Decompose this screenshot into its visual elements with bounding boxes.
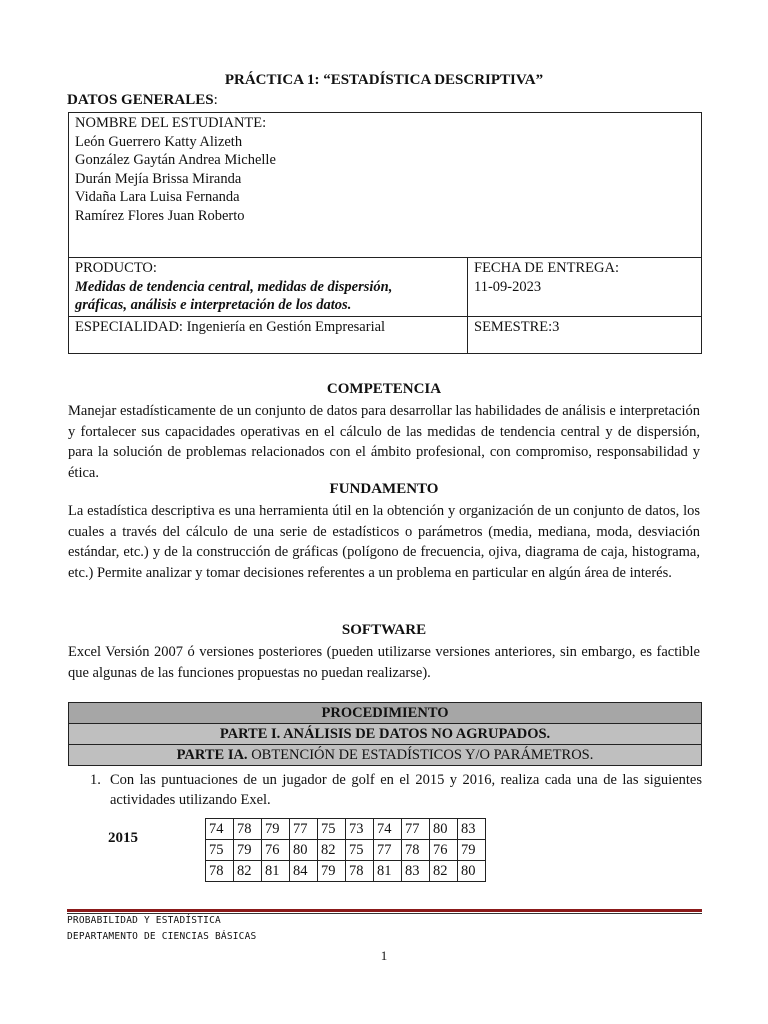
year-label: 2015 [108,830,138,846]
competencia-heading: COMPETENCIA [326,381,442,397]
page-number: 1 [380,948,388,963]
score-cell: 75 [206,840,234,861]
score-cell: 83 [458,819,486,840]
scores-row [206,861,486,882]
footer-department: DEPARTAMENTO DE CIENCIAS BÁSICAS [67,931,257,942]
score-cell: 80 [290,840,318,861]
score-cell: 80 [430,819,458,840]
scores-row [206,819,486,840]
score-cell: 78 [234,819,262,840]
procedure-table [68,702,702,766]
part1-title: PARTE I. ANÁLISIS DE DATOS NO AGRUPADOS. [69,724,702,745]
score-cell: 83 [402,861,430,882]
delivery-date-label: FECHA DE ENTREGA: [474,260,619,276]
part1a-label: PARTE IA. [176,747,248,763]
activity-text: Con las puntuaciones de un jugador de golf en el 2015 y 2016, realiza cada una de las siguientes actividades utilizando Exel. [110,772,702,808]
part1a-cell [69,745,702,766]
score-cell: 80 [458,861,486,882]
product-cell [69,258,468,317]
score-cell: 78 [206,861,234,882]
datos-generales-label: DATOS GENERALES [67,92,214,108]
score-cell: 76 [430,840,458,861]
semester-cell [468,316,702,353]
student-cell [69,113,702,258]
student-name: León Guerrero Katty Alizeth [75,133,243,150]
student-name: Vidaña Lara Luisa Fernanda [75,189,240,205]
score-cell: 73 [346,819,374,840]
document-title: PRÁCTICA 1: “ESTADÍSTICA DESCRIPTIVA” [224,72,544,88]
general-data-table [68,112,702,354]
score-cell: 75 [318,819,346,840]
score-cell: 79 [318,861,346,882]
semester-text: SEMESTRE:3 [474,318,560,335]
score-cell: 82 [234,861,262,882]
software-heading: SOFTWARE [341,622,427,638]
delivery-date-value: 11-09-2023 [474,278,542,295]
score-cell: 79 [262,819,290,840]
activity-item-1 [90,770,702,810]
product-text-line1: Medidas de tendencia central, medidas de dispersión, [75,278,393,295]
delivery-date-cell [468,258,702,317]
score-cell: 78 [402,840,430,861]
score-cell: 76 [262,840,290,861]
footer-rule-thin [67,913,702,914]
procedure-title: PROCEDIMIENTO [69,703,702,724]
scores-row [206,840,486,861]
activity-number: 1. [90,772,101,788]
product-text-line2: gráficas, análisis e interpretación de los datos. [75,297,352,313]
software-paragraph: Excel Versión 2007 ó versiones posteriores (pueden utilizarse versiones anteriores, sin embargo, es factible que algunas de las funciones propuestas no puedan realizarse). [68,644,700,681]
student-row [69,113,702,258]
score-cell: 77 [402,819,430,840]
datos-generales-suffix: : [213,92,218,108]
score-cell: 74 [206,819,234,840]
score-cell: 79 [458,840,486,861]
student-label: NOMBRE DEL ESTUDIANTE: [75,115,267,131]
specialty-cell [69,316,468,353]
product-row [69,258,702,317]
fundamento-paragraph: La estadística descriptiva es una herramienta útil en la obtención y organización de un conjunto de datos, los cuales a través del cálculo de una serie de estadísticos o parámetros (media, mediana, moda, desviación estándar, etc.) y de la construcción de gráficas (polígono de frecuencia, ojiva, diagrama de caja, histograma, etc.) Permite analizar y tomar decisiones referentes a un problema en particular en algún área de interés. [68,503,700,581]
competencia-paragraph: Manejar estadísticamente de un conjunto de datos para desarrollar las habilidades de análisis e interpretación y fortalecer sus capacidades operativas en el cálculo de las medidas de tendencia central y de dispersión, para la solución de problemas relacionados con el ámbito profesional, con compromiso, responsabilidad y ética. [68,403,700,481]
specialty-row [69,316,702,353]
datos-generales-heading [67,92,218,109]
student-name: Durán Mejía Brissa Miranda [75,170,242,187]
score-cell: 75 [346,840,374,861]
score-cell: 77 [374,840,402,861]
fundamento-heading: FUNDAMENTO [329,481,439,497]
score-cell: 78 [346,861,374,882]
footer-rule-red [67,909,702,912]
footer-course: PROBABILIDAD Y ESTADÍSTICA [67,915,221,926]
student-name: González Gaytán Andrea Michelle [75,152,276,168]
scores-table-2015 [205,818,486,882]
part1a-title: OBTENCIÓN DE ESTADÍSTICOS Y/O PARÁMETROS. [247,747,594,763]
product-label: PRODUCTO: [75,260,157,276]
part1-row [69,724,702,745]
score-cell: 81 [262,861,290,882]
student-name: Ramírez Flores Juan Roberto [75,207,245,224]
score-cell: 82 [318,840,346,861]
part1a-row [69,745,702,766]
score-cell: 74 [374,819,402,840]
score-cell: 81 [374,861,402,882]
score-cell: 82 [430,861,458,882]
score-cell: 79 [234,840,262,861]
score-cell: 84 [290,861,318,882]
specialty-text: ESPECIALIDAD: Ingeniería en Gestión Empresarial [75,318,386,335]
procedure-row [69,703,702,724]
score-cell: 77 [290,819,318,840]
